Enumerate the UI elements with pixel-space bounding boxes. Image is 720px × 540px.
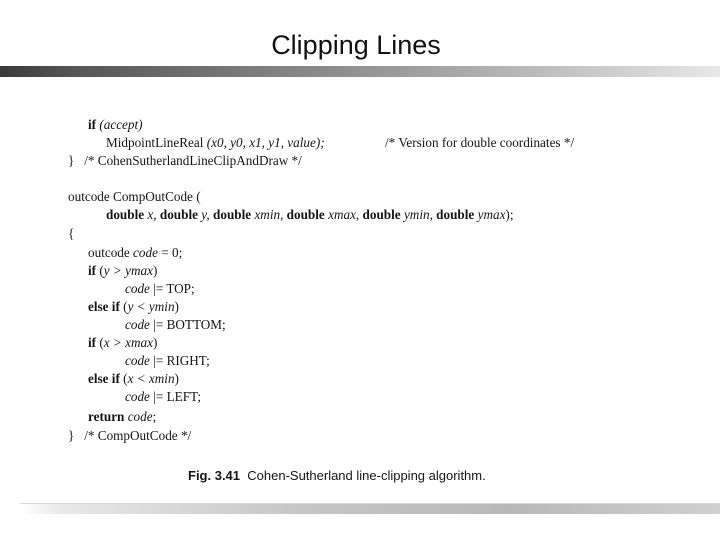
code-line-13: [125, 352, 210, 370]
closing-brace: }: [68, 153, 75, 168]
punctuation: ): [174, 371, 179, 386]
punctuation: (: [119, 371, 128, 386]
type-keyword: double: [106, 207, 145, 222]
param: xmax,: [324, 207, 363, 222]
keyword: if: [88, 117, 97, 132]
code-line-10: [88, 298, 179, 316]
keyword: else if: [88, 371, 120, 386]
variable: code: [125, 389, 150, 404]
type-keyword: double: [159, 207, 198, 222]
closing-brace: }: [68, 428, 75, 443]
code-line-16: [88, 408, 156, 426]
punctuation: ): [152, 335, 158, 350]
variable: code: [125, 353, 150, 368]
param: x,: [144, 207, 160, 222]
code-line-17: [68, 427, 191, 445]
condition: x < xmin: [127, 371, 175, 386]
param: ymax: [474, 207, 506, 222]
condition: y < ymin: [127, 299, 175, 314]
code-line-1: [88, 116, 143, 134]
code-line-11: [125, 316, 226, 334]
title-divider: [0, 66, 720, 77]
punctuation: ): [152, 263, 158, 278]
figure-caption: [188, 468, 486, 483]
assignment: |= LEFT;: [149, 389, 202, 404]
variable: code: [125, 317, 150, 332]
assignment: |= RIGHT;: [149, 353, 210, 368]
code-line-9: [125, 280, 195, 298]
param: ymin,: [400, 207, 437, 222]
punctuation: ): [174, 299, 179, 314]
assignment: |= TOP;: [149, 281, 195, 296]
punctuation: (: [119, 299, 128, 314]
param: xmin,: [251, 207, 287, 222]
assignment: |= BOTTOM;: [149, 317, 226, 332]
punctuation: (: [96, 263, 104, 278]
code-line-7: [88, 244, 182, 262]
code-line-12: [88, 334, 157, 352]
type-keyword: double: [213, 207, 252, 222]
code-line-2: [106, 134, 325, 152]
keyword: if: [88, 335, 97, 350]
keyword: else if: [88, 299, 120, 314]
keyword: return: [88, 409, 125, 424]
slide-title: Clipping Lines: [271, 30, 441, 60]
variable: code: [127, 409, 153, 424]
code-line-14: [88, 370, 179, 388]
type-keyword: double: [362, 207, 401, 222]
punctuation: );: [505, 207, 514, 222]
condition: (accept): [96, 117, 143, 132]
code-line-6: {: [68, 226, 75, 241]
type-keyword: double: [436, 207, 475, 222]
code-listing: [0, 116, 720, 456]
function-call: MidpointLineReal: [106, 135, 204, 150]
code-comment: /* CohenSutherlandLineClipAndDraw */: [84, 153, 302, 168]
punctuation: (: [96, 335, 104, 350]
code-line-15: [125, 388, 201, 406]
code-comment: /* CompOutCode */: [84, 428, 192, 443]
arguments: (x0, y0, x1, y1, value);: [206, 135, 325, 150]
type-name: outcode: [88, 245, 134, 260]
keyword: if: [88, 263, 97, 278]
code-comment: /* Version for double coordinates */: [385, 135, 575, 150]
figure-number: Fig. 3.41: [188, 468, 241, 483]
punctuation: ;: [152, 409, 157, 424]
condition: y > ymax: [103, 263, 153, 278]
variable: code: [133, 245, 158, 260]
type-keyword: double: [286, 207, 325, 222]
code-line-5: [106, 206, 513, 224]
param: y,: [198, 207, 214, 222]
variable: code: [125, 281, 150, 296]
caption-text: Cohen-Sutherland line-clipping algorithm.: [240, 468, 486, 483]
code-line-3: [68, 152, 302, 170]
code-line-8: [88, 262, 157, 280]
assignment: = 0;: [157, 245, 183, 260]
condition: x > xmax: [103, 335, 153, 350]
footer-divider: [20, 503, 720, 514]
code-line-4: outcode CompOutCode (: [68, 189, 201, 204]
